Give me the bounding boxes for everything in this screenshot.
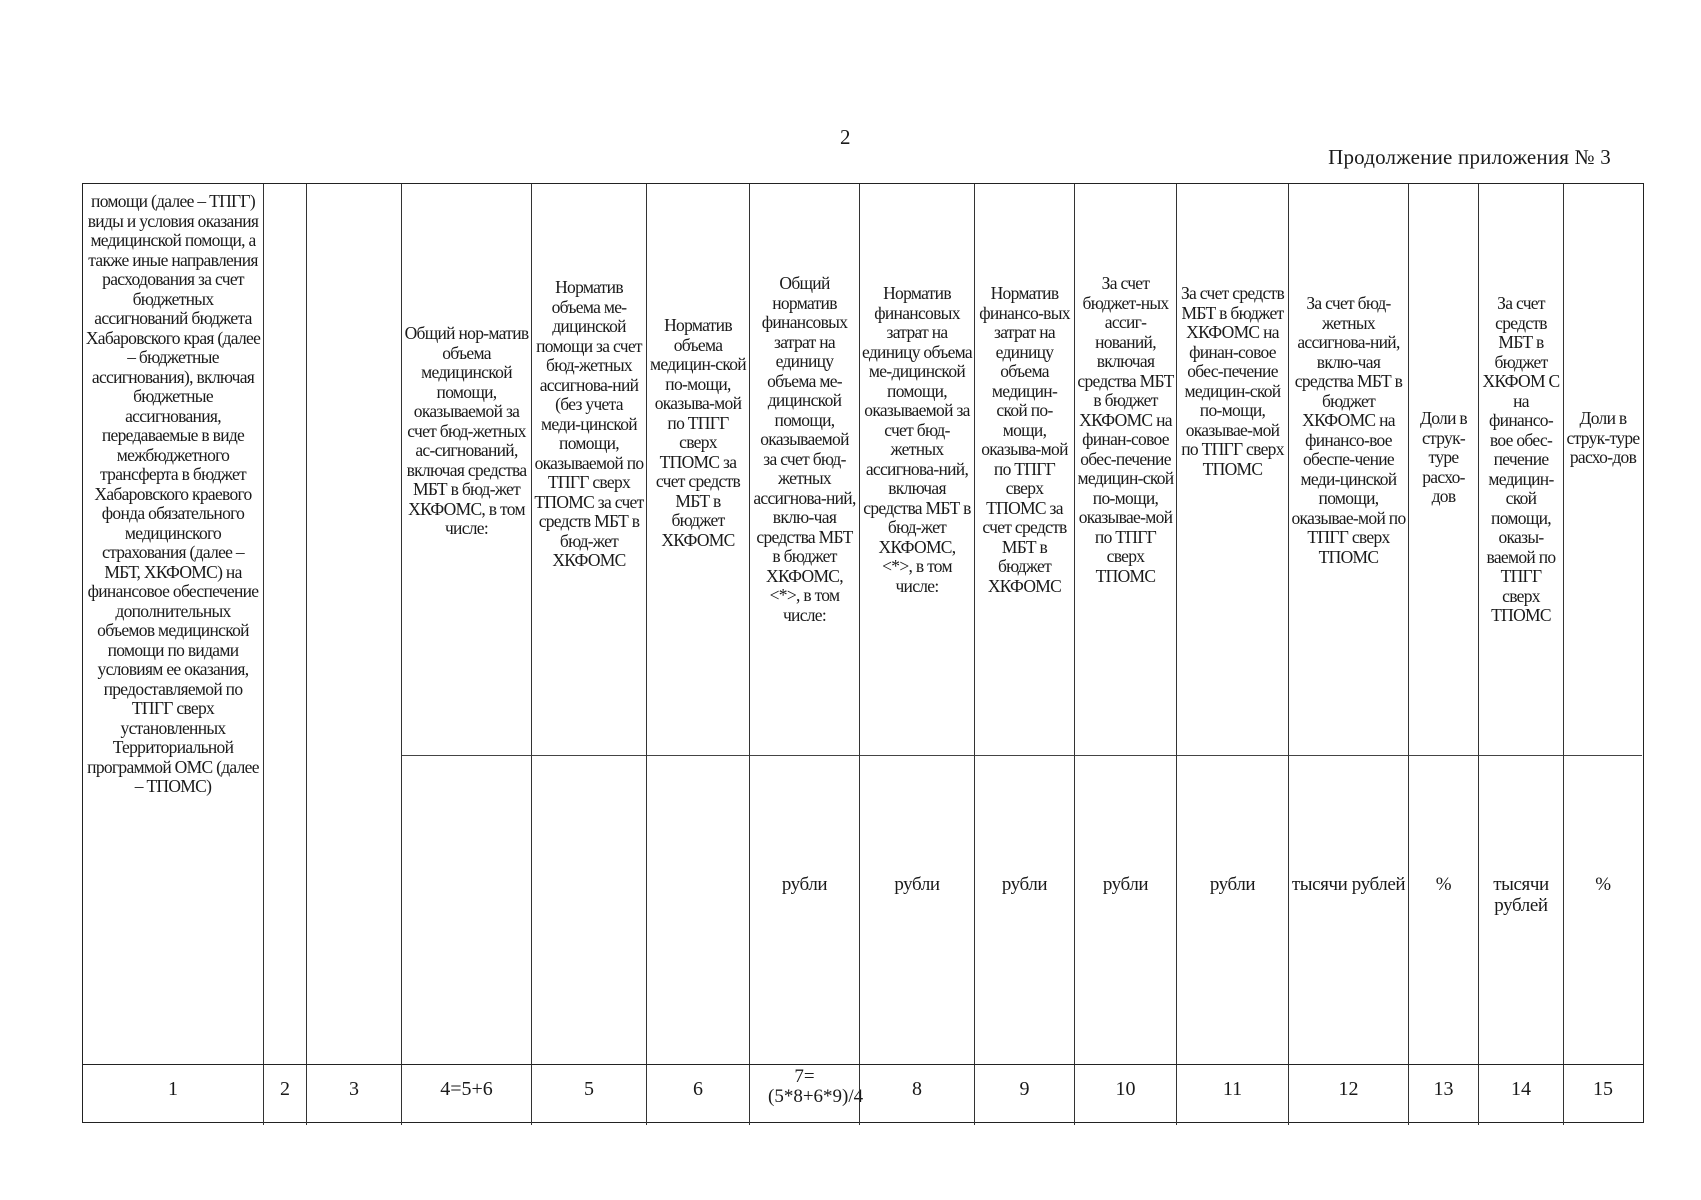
unit-cell-14: тысячи рублей — [1493, 874, 1549, 916]
unit-cell-8: рубли — [894, 874, 940, 895]
header-col-3 — [306, 184, 401, 1064]
header-split-line — [750, 755, 859, 756]
column-number-9: 9 — [974, 1065, 1074, 1125]
header-cell-13: Доли в струк-туре расхо-дов — [1420, 408, 1467, 506]
column-number-11: 11 — [1176, 1065, 1288, 1125]
column-number-6: 6 — [646, 1065, 749, 1125]
column-number-15: 15 — [1563, 1065, 1642, 1125]
header-col-7 — [749, 184, 859, 1064]
unit-cell-9: рубли — [1001, 874, 1048, 895]
unit-cell-12: тысячи рублей — [1291, 874, 1406, 895]
header-split-line — [860, 755, 974, 756]
header-cell-11: За счет средств МБТ в бюджет ХКФОМС на финан-совое обес-печение медицин-ской по-мощи, оказывае-мой по ТПГГ сверх ТПОМС — [1180, 283, 1285, 479]
header-col-1 — [83, 184, 263, 1064]
column-number-13: 13 — [1408, 1065, 1478, 1125]
header-split-line — [1177, 755, 1288, 756]
header-cell-12: За счет бюд-жетных ассигнова-ний, вклю-чая средства МБТ в бюджет ХКФОМС на финансо-вое обеспе-чение меди-цинской помощи, оказывае-мой по ТПГГ сверх ТПОМС — [1291, 293, 1406, 567]
column-number-7: 7=(5*8+6*9)/4 — [749, 1065, 859, 1125]
header-col-2 — [263, 184, 306, 1064]
unit-cell-13: % — [1435, 874, 1452, 895]
header-split-line — [1409, 755, 1478, 756]
unit-cell-15: % — [1595, 874, 1611, 895]
header-col-4 — [401, 184, 531, 1064]
column-number-3: 3 — [306, 1065, 401, 1125]
header-col-14 — [1478, 184, 1563, 1064]
header-split-line — [1289, 755, 1408, 756]
header-split-line — [1075, 755, 1176, 756]
column-number-10: 10 — [1074, 1065, 1176, 1125]
header-split-line — [1564, 755, 1642, 756]
unit-cell-7: рубли — [781, 874, 828, 895]
header-col-6 — [646, 184, 749, 1064]
column-number-12: 12 — [1288, 1065, 1408, 1125]
header-cell-4: Общий нор-матив объема медицинской помощи, оказываемой за счет бюд-жетных ас-сигнований, включая средства МБТ в бюд-жет ХКФОМС, в том числе: — [404, 323, 529, 538]
column-number-14: 14 — [1478, 1065, 1563, 1125]
header-cell-5: Норматив объема ме-дицинской помощи за счет бюд-жетных ассигнова-ний (без учета меди-цинской помощи, оказываемой по ТПГГ сверх ТПОМС за счет средств МБТ в бюд-жет ХКФОМС — [534, 277, 644, 570]
header-split-line — [532, 755, 646, 756]
header-split-line — [647, 755, 749, 756]
header-col-9 — [974, 184, 1074, 1064]
header-col-8 — [859, 184, 974, 1064]
header-col-5 — [531, 184, 646, 1064]
header-split-line — [1479, 755, 1563, 756]
column-number-8: 8 — [859, 1065, 974, 1125]
header-col-10 — [1074, 184, 1176, 1064]
column-numbers-row — [83, 1064, 1643, 1125]
header-cell-10: За счет бюджет-ных ассиг-нований, включая средства МБТ в бюджет ХКФОМС на финан-совое обес-печение медицин-ской по-мощи, оказывае-мой по ТПГГ сверх ТПОМС — [1077, 273, 1174, 586]
header-cell-7: Общий норматив финансовых затрат на единицу объема ме-дицинской помощи, оказываемой за счет бюд-жетных ассигнова-ний, вклю-чая средства МБТ в бюджет ХКФОМС, <*>, в том числе: — [753, 273, 856, 625]
header-cell-1: помощи (далее – ТПГГ) виды и условия оказания медицинской помощи, а также иные направления расходования за счет бюджетных ассигнований бюджета Хабаровского края (далее – бюджетные ассигнования), включая бюджетные ассигнования, передаваемые в виде межбюджетного трансферта в бюджет Хабаровского краевого фонда обязательного медицинского страхования (далее – МБТ, ХКФОМС) на финансовое обеспечение дополнительных объемов медицинской помощи по видами условиям ее оказания, предоставляемой по ТПГГ сверх установленных Территориальной программой ОМС (далее – ТПОМС) — [85, 191, 261, 796]
continuation-title: Продолжение приложения № 3 — [1328, 145, 1611, 169]
column-number-2: 2 — [263, 1065, 306, 1125]
header-col-13 — [1408, 184, 1478, 1064]
header-col-11 — [1176, 184, 1288, 1064]
unit-cell-11: рубли — [1209, 874, 1256, 895]
table-header — [83, 184, 1643, 1064]
appendix-table — [82, 183, 1644, 1123]
header-cell-9: Норматив финансо-вых затрат на единицу объема медицин-ской по-мощи, оказыва-мой по ТПГГ сверх ТПОМС за счет средств МБТ в бюджет ХКФОМС — [979, 283, 1070, 596]
header-cell-6: Норматив объема медицин-ской по-мощи, оказыва-мой по ТПГГ сверх ТПОМС за счет средств МБТ в бюджет ХКФОМС — [650, 315, 746, 550]
header-cell-8: Норматив финансовых затрат на единицу объема ме-дицинской помощи, оказываемой за счет бюд-жетных ассигнова-ний, включая средства МБТ в бюд-жет ХКФОМС, <*>, в том числе: — [862, 283, 972, 596]
column-number-1: 1 — [168, 1078, 178, 1100]
header-split-line — [402, 755, 531, 756]
column-number-4: 4=5+6 — [401, 1065, 531, 1125]
page-number: 2 — [840, 125, 851, 149]
header-split-line — [975, 755, 1074, 756]
column-number-5: 5 — [531, 1065, 646, 1125]
header-col-15 — [1563, 184, 1642, 1064]
header-cell-15: Доли в струк-туре расхо-дов — [1566, 408, 1640, 467]
header-col-12 — [1288, 184, 1408, 1064]
unit-cell-10: рубли — [1102, 874, 1149, 895]
header-cell-14: За счет средств МБТ в бюджет ХКФОМ С на финансо-вое обес-печение медицин-ской помощи, оказы-ваемой по ТПГГ сверх ТПОМС — [1482, 293, 1560, 625]
